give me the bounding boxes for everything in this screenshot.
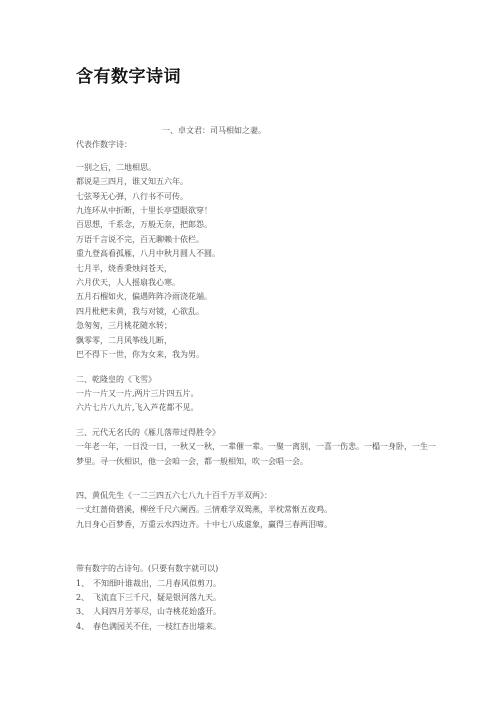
list-item — [76, 605, 436, 619]
poem-line: 巴不得下一世，你为女来，我为男。 — [76, 350, 204, 360]
list-item-number: 4、 — [76, 621, 90, 631]
section-1-subheading: 代表作数字诗： — [76, 140, 132, 150]
list-item — [76, 591, 436, 605]
section-3-paragraph: 一年老一年，一日没一日，一秋又一秋，一辈催一辈。一聚一离别，一喜一伤悲。一榻一身卧，一生一梦里。寻一伙相识，他一会咱一会，都一般相知，吹一会唱一会。 — [76, 442, 436, 466]
poem-line: 六月伏天，人人摇扇我心寒。 — [76, 278, 180, 288]
poem-line: 九连环从中折断，十里长亭望眼欲穿！ — [76, 206, 212, 216]
poem-line: 一别之后，二地相思。 — [76, 162, 156, 172]
document-body — [76, 124, 436, 634]
list-item-text: 人间四月芳菲尽，山寺桃花始盛开。 — [93, 607, 221, 617]
list-item — [76, 577, 436, 591]
list-item — [76, 620, 436, 634]
poem-line: 七月半，烧香秉烛问苍天， — [76, 263, 172, 273]
list-item-number: 1、 — [76, 578, 90, 588]
poem-line: 五月石榴如火，偏遇阵阵冷雨浇花端。 — [76, 292, 212, 302]
section-2-heading: 二、乾隆皇的《飞雪》 — [76, 374, 156, 384]
poem-line: 九日身心百梦香，万重云水四边齐。十中七八成虚象，赢得三春两泪啼。 — [76, 519, 332, 529]
list-item-text: 春色满园关不住，一枝红杏出墙来。 — [93, 621, 221, 631]
section-3-heading: 三、元代无名氏的《雁儿落带过得胜令》 — [76, 427, 220, 437]
poem-line: 七弦琴无心弹，八行书不可传。 — [76, 191, 188, 201]
page-title: 含有数字诗词 — [76, 67, 181, 87]
poem-line: 一片一片又一片,两片三片四五片。 — [76, 388, 199, 398]
poem-line: 飘零零，二月风筝线儿断， — [76, 335, 172, 345]
list-item-text: 飞流直下三千尺，疑是银河落九天。 — [93, 592, 221, 602]
poem-line: 都说是三四月，谁又知五六年。 — [76, 177, 188, 187]
poem-line: 万语千言说不完，百无聊赖十依栏。 — [76, 234, 204, 244]
list-item-number: 3、 — [76, 607, 90, 617]
list-item-number: 2、 — [76, 592, 90, 602]
poem-line: 百思想，千系念，万般无奈，把郎怨。 — [76, 220, 212, 230]
poem-line: 一丈红蔷倚碧溪，柳丝千尺六阑西。三情难学双鸳燕，半枕常惭五夜鸡。 — [76, 505, 332, 515]
section-4-heading: 四、黄侃先生《一二三四五六七八九十百千万半双两》： — [76, 490, 272, 500]
list-item-text: 不知细叶谁裁出，二月春风似剪刀。 — [93, 578, 221, 588]
poem-line: 六片七片八九片,飞入芦花都不见。 — [76, 403, 199, 413]
section-1-heading: 一、卓文君：司马相如之妻。 — [162, 126, 266, 135]
poem-line: 四月枇杷未黄，我与对镜，心欲乱。 — [76, 306, 204, 316]
poem-line: 急匆匆，三月桃花随水转； — [76, 321, 172, 331]
section-5-heading: 带有数字的古诗句。(只要有数字就可以) — [76, 564, 219, 574]
poem-line: 重九登高看孤雁，八月中秋月圆人不圆。 — [76, 249, 220, 259]
